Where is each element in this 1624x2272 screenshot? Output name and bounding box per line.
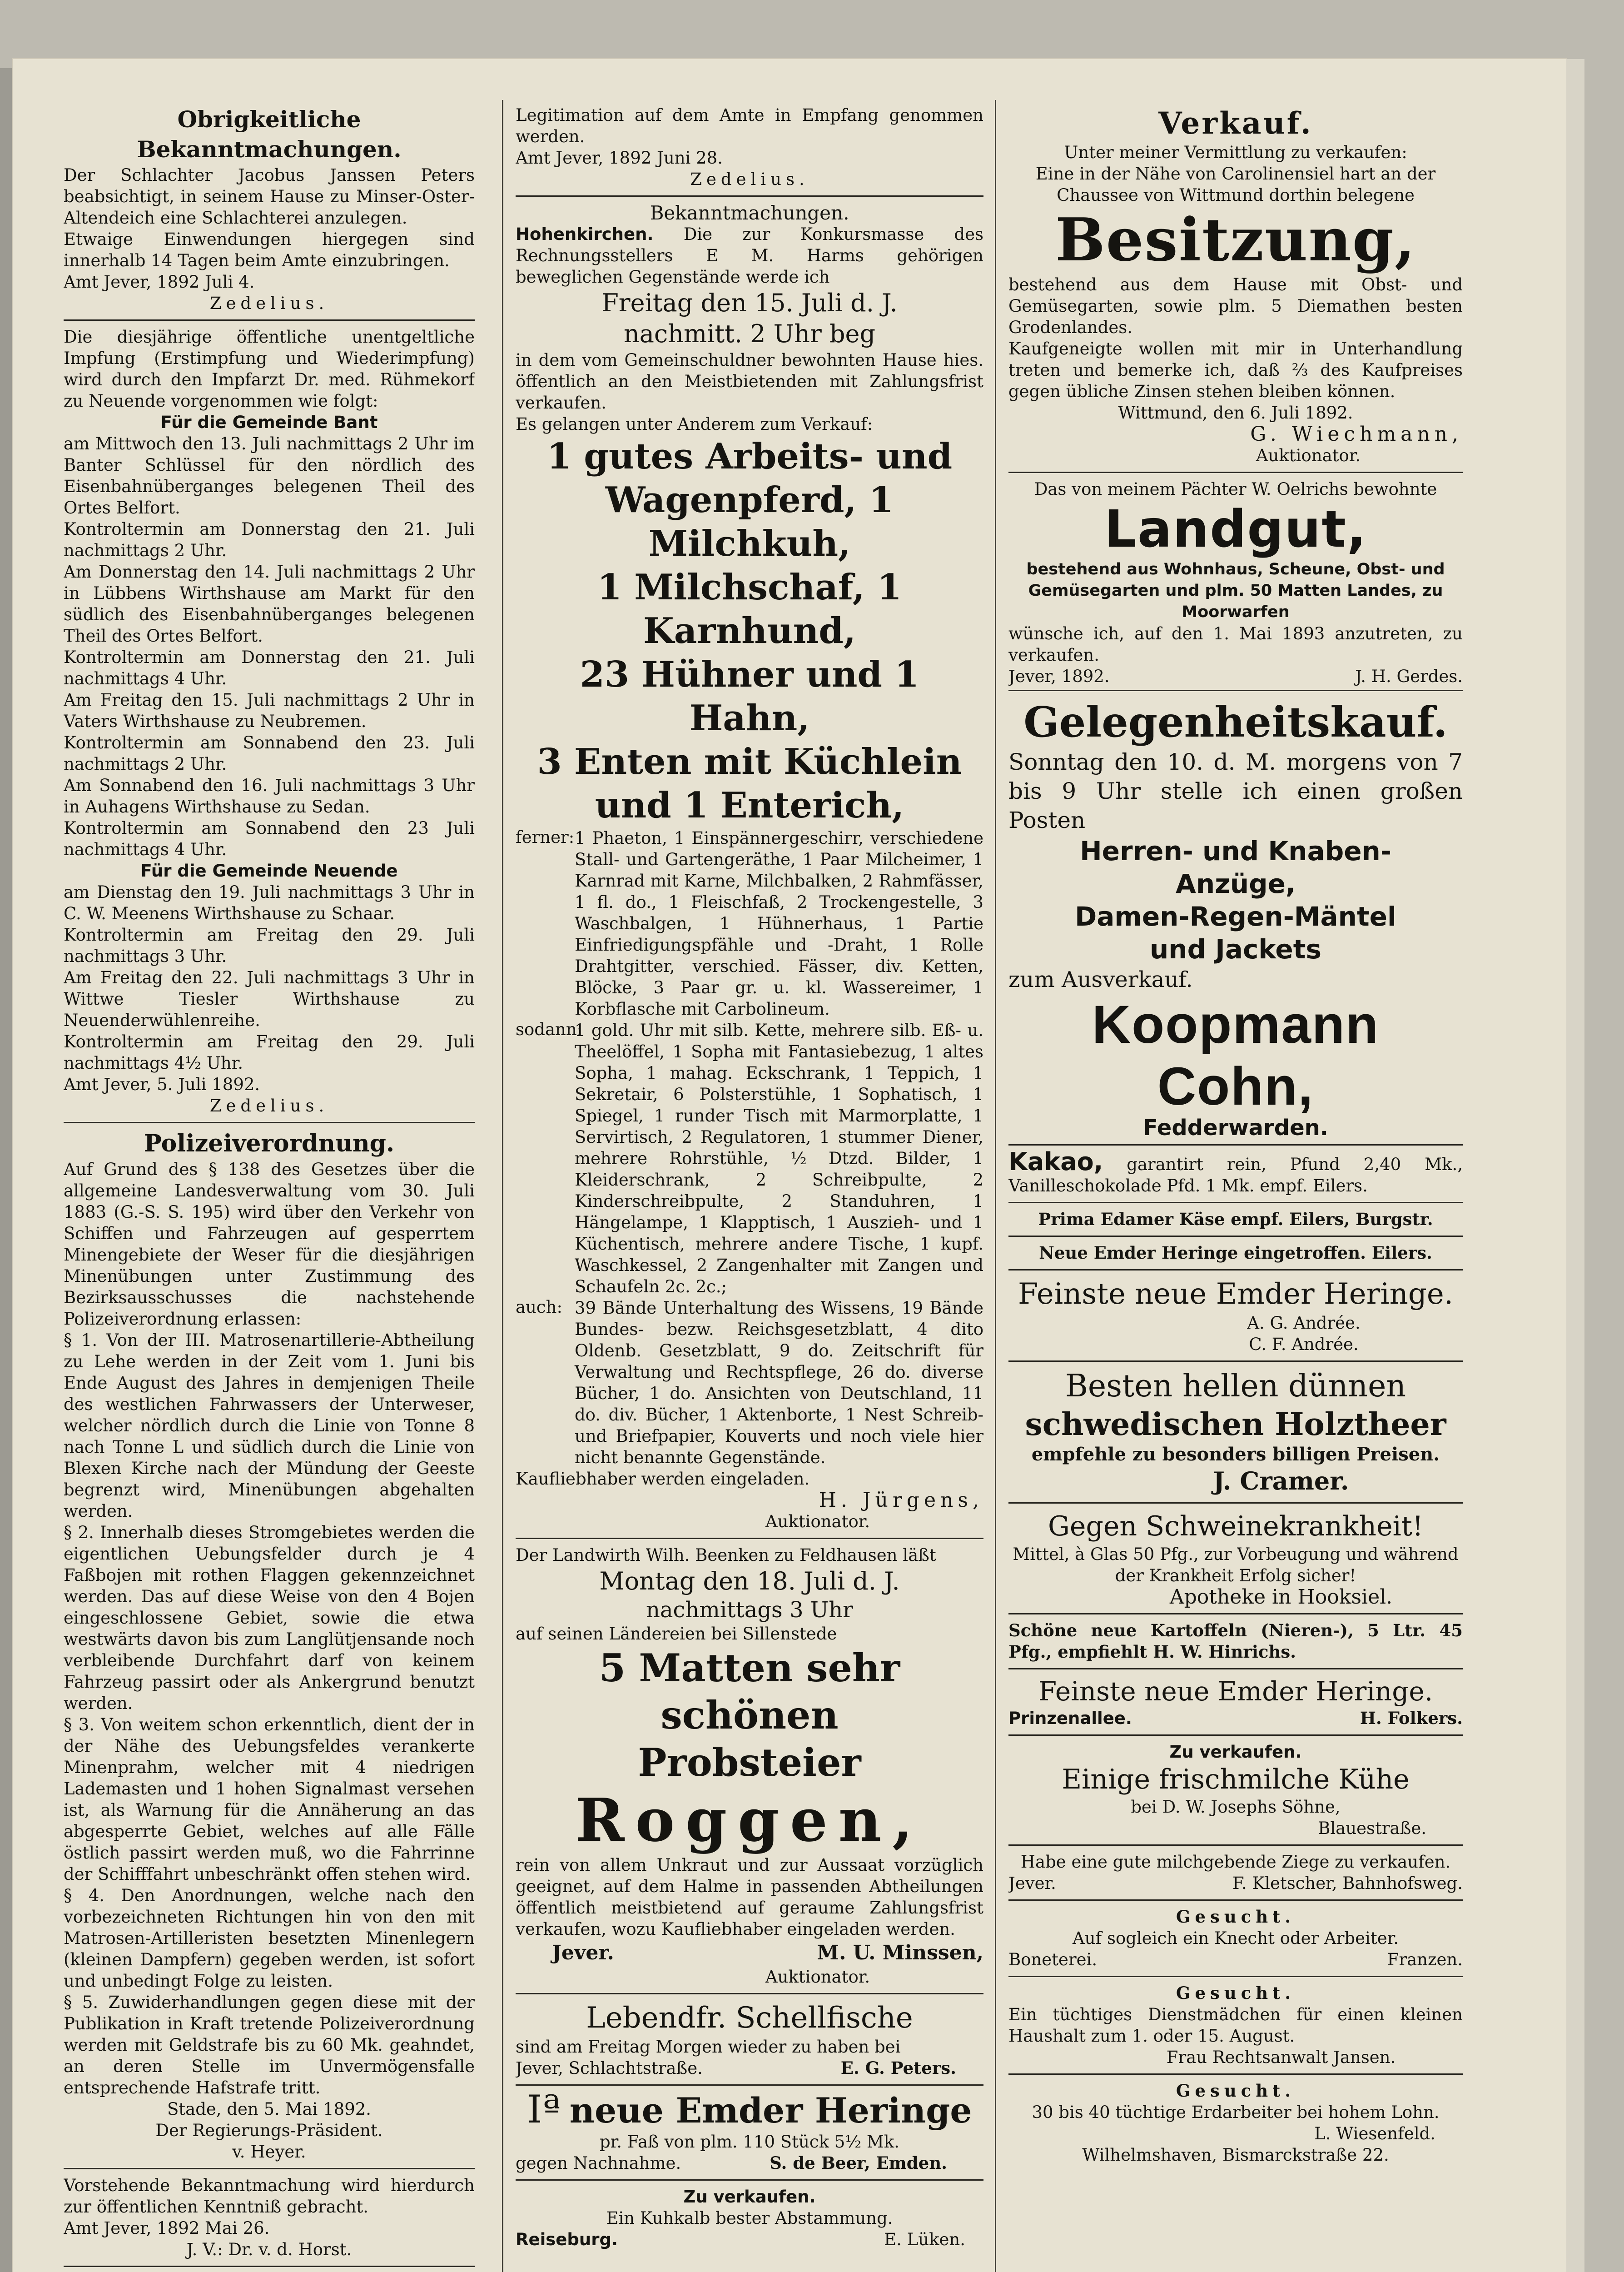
divider (1008, 2073, 1463, 2075)
ad-signature: F. Kletscher, Bahnhofsweg. (1232, 1873, 1463, 1893)
ad-signature: Frau Rechtsanwalt Jansen. (1166, 2048, 1396, 2067)
ad-signature: Franzen. (1387, 1950, 1463, 1969)
signature: H. Jürgens, (819, 1489, 983, 1512)
divider (64, 2266, 475, 2267)
signature-title: Auktionator. (765, 1512, 870, 1531)
auction-date: Freitag den 15. Juli d. J. (601, 289, 898, 317)
divider (1008, 472, 1463, 473)
divider (516, 1993, 983, 1994)
ad-text: Neue Emder Heringe eingetroffen. Eilers. (1039, 1243, 1432, 1263)
ad-place: Prinzenallee. (1008, 1709, 1132, 1728)
ad-mark: Iª (527, 2087, 561, 2132)
item-list: 1 Phaeton, 1 Einspännergeschirr, verschiedene Stall- und Gartengeräthe, 1 Paar Milcheimer, 1 Karnrad mit Karne, Milchbalken, 2 Rahmfässer, 1 fl. do., 1 Fleischfaß, 2 Trockengestelle, 3 Waschbalgen, 1 Hühnerhaus, 1 Partie Einfriedigungspfähle und -Draht, 1 Rolle Drahtgitter, verschied. Fässer, div. Ketten, Blöcke, 3 Paar gr. u. kl. Wassereimer, 1 Korbflasche mit Carbolineum. (575, 828, 983, 1019)
section-heading: Obrigkeitliche Bekanntmachungen. (137, 106, 402, 163)
ad-headline: Landgut, (1104, 500, 1367, 559)
signature: Zedelius. (209, 294, 329, 313)
page-edge-left (0, 68, 13, 2272)
ad-place: Jever, 1892. (1008, 667, 1110, 686)
ad-headline: Gegen Schweinekrankheit! (1048, 1510, 1423, 1542)
signature: v. Heyer. (232, 2142, 306, 2162)
ad-text: Ein tüchtiges Dienstmädchen für einen kleinen Haushalt zum 1. oder 15. August. (1008, 2005, 1463, 2046)
ad-text: bestehend aus Wohnhaus, Scheune, Obst- und Gemüsegarten und plm. 50 Matten Landes, zu Moorwarfen (1026, 560, 1445, 621)
ad-headline: Gesucht. (1176, 1907, 1296, 1927)
ad-text: bestehend aus dem Hause mit Obst- und Gemüsegarten, sowie plm. 5 Diemathen besten Grodenlandes. (1008, 275, 1463, 337)
ad-text: Blauestraße. (1318, 1819, 1426, 1838)
notice-text: Kaufliebhaber werden eingeladen. (516, 1469, 810, 1489)
notice-text: Etwaige Einwendungen hiergegen sind innerhalb 14 Tagen beim Amte einzubringen. (64, 229, 475, 270)
ad-headline: Anzüge, (1175, 868, 1296, 899)
headline-item: 3 Enten mit Küchlein (537, 741, 962, 782)
ad-signature: S. de Beer, Emden. (770, 2153, 947, 2173)
ad-text: Auf sogleich ein Knecht oder Arbeiter. (1073, 1928, 1399, 1948)
headline-item: Roggen, (575, 1785, 924, 1855)
headline-item: Probsteier (638, 1740, 861, 1785)
ad-place: Boneterei. (1008, 1950, 1098, 1969)
notice-text: § 4. Den Anordnungen, welche nach den vorbezeichneten Richtungen hin von den mit Matrosen-Artilleristen besetzten Minenlegern (kleinen Dampfern) gegeben werden, ist sofort und unbedingt Folge zu leisten. (64, 1886, 475, 1991)
ad-text: Sonntag den 10. d. M. morgens von 7 bis 9 Uhr stelle ich einen großen Posten (1008, 749, 1463, 833)
notice-text: Kontroltermin am Donnerstag den 21. Juli nachmittags 4 Uhr. (64, 648, 475, 688)
notice-text: Vorstehende Bekanntmachung wird hierdurch zur öffentlichen Kenntniß gebracht. (64, 2176, 475, 2217)
ad-text: Prima Edamer Käse empf. Eilers, Burgstr. (1038, 1209, 1433, 1229)
ad-text: 30 bis 40 tüchtige Erdarbeiter bei hohem Lohn. (1032, 2103, 1440, 2122)
ad-headline: Damen-Regen-Mäntel (1075, 901, 1396, 932)
notice-text: Kontroltermin am Donnerstag den 21. Juli nachmittags 2 Uhr. (64, 519, 475, 560)
notice-text: § 1. Von der III. Matrosenartillerie-Abtheilung zu Lehe werden in der Zeit vom 1. Juni bis Ende August des Jahres in demjenigen Theile des westlichen Fahrwassers der Unterweser, welcher nördlich durch die Linie von Tonne 8 nach Tonne L und südlich durch die Linie von Blexen Kirche nach der Mündung der Geeste begrenzt wird, Minenübungen abgehalten werden. (64, 1330, 475, 1521)
divider (1008, 1899, 1463, 1901)
place-name: Hohenkirchen. (516, 224, 654, 244)
ad-place: Jever, Schlachtstraße. (516, 2058, 703, 2078)
ad-signature: E. G. Peters. (840, 2058, 956, 2078)
divider (516, 2084, 983, 2086)
notice-text: Auf Grund des § 138 des Gesetzes über die allgemeine Landesverwaltung vom 30. Juli 1883 (G.-S. S. 195) wird über den Verkehr von Schiffen und Fahrzeugen auf gesperrtem Minengebiete der Weser für die diesjährigen Minenübungen unter Zustimmung des Bezirksausschusses die nachstehende Polizeiverordnung erlassen: (64, 1160, 475, 1329)
ad-text: Das von meinem Pächter W. Oelrichs bewohnte (1034, 479, 1437, 499)
section-heading: Bekanntmachungen. (650, 202, 849, 224)
divider (1008, 1202, 1463, 1203)
ad-signature: A. G. Andrée. (1247, 1313, 1361, 1333)
divider (1008, 1668, 1463, 1669)
ad-headline: Besitzung, (1055, 205, 1416, 274)
headline-item: 1 Milchschaf, 1 Karnhund, (597, 567, 902, 652)
divider (516, 195, 983, 197)
notice-date: Amt Jever, 1892 Juli 4. (64, 272, 255, 292)
ad-text: bei D. W. Josephs Söhne, (1131, 1797, 1341, 1817)
notice-text: Die zur Konkursmasse des Rechnungsstellers E M. Harms gehörigen beweglichen Gegenstände werde ich (516, 224, 983, 287)
signature: Zedelius. (690, 169, 809, 189)
headline-item: 5 Matten sehr schönen (599, 1645, 900, 1738)
notice-text: Am Donnerstag den 14. Juli nachmittags 2 Uhr in Lübbens Wirthshause am Markt für den südlich des Eisenbahnüberganges belegenen Theil des Ortes Belfort. (64, 562, 475, 646)
notice-text: Der Schlachter Jacobus Janssen Peters beabsichtigt, in seinem Hause zu Minser-Oster-Altendeich eine Schlachterei anzulegen. (64, 165, 475, 228)
ad-headline: Kakao, (1008, 1147, 1103, 1176)
ad-signature: H. Folkers. (1360, 1708, 1463, 1728)
column-divider (502, 100, 503, 2272)
ad-signature-title: Auktionator. (1256, 446, 1361, 465)
ad-signature: C. F. Andrée. (1249, 1335, 1359, 1354)
notice-date: Amt Jever, 1892 Mai 26. (64, 2218, 270, 2238)
ad-text: sind am Freitag Morgen wieder zu haben bei (516, 2037, 901, 2057)
signature: Zedelius. (209, 1096, 329, 1116)
divider (1008, 1734, 1463, 1736)
headline-item: und 1 Enterich, (595, 785, 904, 826)
ad-headline: Gesucht. (1176, 1983, 1296, 2003)
ad-headline: Gesucht. (1176, 2081, 1296, 2101)
ad-text: Eine in der Nähe von Carolinensiel hart an der Chaussee von Wittmund dorthin belegene (1035, 164, 1436, 205)
divider (1008, 1844, 1463, 1846)
column-official-notices (64, 105, 475, 2272)
notice-text: Am Freitag den 22. Juli nachmittags 3 Uhr in Wittwe Tiesler Wirthshause zu Neuenderwühlenreihe. (64, 968, 475, 1030)
notice-text: Kontroltermin am Freitag den 29. Juli nachmittags 4½ Uhr. (64, 1032, 475, 1073)
list-label: ferner: (516, 827, 575, 847)
notice-text: Kontroltermin am Sonnabend den 23 Juli nachmittags 4 Uhr. (64, 818, 475, 859)
column-auctions (516, 105, 983, 2272)
auction-time: nachmitt. 2 Uhr beg (623, 319, 876, 348)
ad-text: Habe eine gute milchgebende Ziege zu verkaufen. (1020, 1852, 1451, 1872)
divider (1008, 690, 1463, 691)
ad-text: zum Ausverkauf. (1008, 967, 1193, 992)
ad-headline: Einige frischmilche Kühe (1062, 1764, 1410, 1795)
ad-signature: L. Wiesenfeld. (1314, 2124, 1435, 2143)
headline-item: 23 Hühner und 1 Hahn, (580, 654, 919, 739)
subheading: Für die Gemeinde Bant (160, 413, 378, 432)
ad-signature: Apotheke in Hooksiel. (1169, 1585, 1393, 1609)
ad-headline: Herren- und Knaben- (1080, 836, 1391, 867)
subheading: Für die Gemeinde Neuende (140, 861, 398, 881)
ad-text: Kaufgeneigte wollen mit mir in Unterhandlung treten und bemerke ich, daß ⅔ des Kaufpreises gegen übliche Zinsen stehen bleiben können. (1008, 339, 1463, 401)
ad-text: wünsche ich, auf den 1. Mai 1893 anzutreten, zu verkaufen. (1008, 624, 1463, 665)
list-label: sodann: (516, 1020, 583, 1039)
notice-authority: Der Regierungs-Präsident. (155, 2121, 383, 2140)
notice-text: § 2. Innerhalb dieses Stromgebietes werden die eigentlichen Uebungsfelder durch je 4 Faßbojen mit rothen Flaggen gekennzeichnet werden. Das auf diese Weise von den 4 Bojen eingeschlossene Gebiet, sowie die etwa westwärts davon bis zum Langlütjensande noch verbleibende Durchfahrt darf von keinem Fahrzeug passirt oder als Ankergrund benutzt werden. (64, 1523, 475, 1713)
notice-text: Kontroltermin am Sonnabend den 23. Juli nachmittags 2 Uhr. (64, 733, 475, 774)
ad-text: Unter meiner Vermittlung zu verkaufen: (1064, 143, 1407, 162)
signature: J. V.: Dr. v. d. Horst. (186, 2240, 352, 2259)
divider (1008, 1502, 1463, 1504)
column-divider (995, 100, 996, 2272)
divider (1008, 1976, 1463, 1977)
divider (64, 2168, 475, 2169)
ad-headline: Gelegenheitskauf. (1023, 698, 1448, 747)
notice-text: Am Freitag den 15. Juli nachmittags 2 Uhr in Vaters Wirthshause zu Neubremen. (64, 690, 475, 731)
divider (1008, 1269, 1463, 1271)
ad-headline: Besten hellen dünnen (1065, 1368, 1406, 1404)
divider (516, 2179, 983, 2181)
notice-date: Stade, den 5. Mai 1892. (167, 2099, 372, 2119)
auction-time: nachmittags 3 Uhr (646, 1597, 854, 1623)
page-edge-right (1566, 59, 1584, 2272)
notice-text: § 5. Zuwiderhandlungen gegen diese mit der Publikation in Kraft tretende Polizeiverordnung werden mit Geldstrafe bis zu 60 Mk. geahndet, an deren Stelle im Unvermögensfalle entsprechende Hafstrafe tritt. (64, 1993, 475, 2098)
ad-headline: neue Emder Heringe (569, 2090, 972, 2131)
divider (1008, 1360, 1463, 1362)
notice-text: rein von allem Unkraut und zur Aussaat vorzüglich geeignet, auf dem Halme in passenden Abtheilungen öffentlich meistbietend auf geraume Zahlungsfrist verkaufen, wozu Kaufliebhaber eingeladen werden. (516, 1855, 983, 1939)
ad-place: Fedderwarden. (1142, 1115, 1329, 1141)
divider (516, 1538, 983, 1539)
headline-item: Wagenpferd, 1 Milchkuh, (605, 479, 894, 564)
notice-text: am Mittwoch den 13. Juli nachmittags 2 Uhr im Banter Schlüssel für den nördlich des Eisenbahnüberganges belegenen Theil des Ortes Belfort. (64, 434, 475, 518)
ad-text: gegen Nachnahme. (516, 2153, 681, 2173)
notice-text: Legitimation auf dem Amte in Empfang genommen werden. (516, 105, 983, 146)
ad-signature: J. Cramer. (1213, 1466, 1349, 1495)
notice-text: in dem vom Gemeinschuldner bewohnten Hause hies. öffentlich an den Meistbietenden mit Zahlungsfrist verkaufen. (516, 350, 983, 413)
ad-signature: J. H. Gerdes. (1355, 667, 1463, 686)
notice-text: Kontroltermin am Freitag den 29. Juli nachmittags 3 Uhr. (64, 925, 475, 966)
ad-headline: und Jackets (1150, 934, 1321, 965)
section-heading: Polizeiverordnung. (144, 1130, 395, 1157)
ad-headline: Lebendfr. Schellfische (586, 2001, 913, 2035)
ad-place: Reiseburg. (516, 2230, 618, 2249)
ad-signature: G. Wiechmann, (1250, 423, 1463, 446)
notice-date: Amt Jever, 1892 Juni 28. (516, 148, 723, 168)
notice-text: Am Sonnabend den 16. Juli nachmittags 3 Uhr in Auhagens Wirthshause zu Sedan. (64, 776, 475, 817)
ad-place: Wilhelmshaven, Bismarckstraße 22. (1082, 2145, 1389, 2165)
divider (1008, 1144, 1463, 1146)
signature-title: Auktionator. (765, 1967, 870, 1987)
ad-text: Ein Kuhkalb bester Abstammung. (606, 2208, 893, 2228)
notice-text: Die diesjährige öffentliche unentgeltliche Impfung (Erstimpfung und Wiederimpfung) wird durch den Impfarzt Dr. med. Rühmekorf zu Neuende vorgenommen wie folgt: (64, 327, 475, 411)
auction-date: Montag den 18. Juli d. J. (599, 1567, 900, 1595)
divider (64, 319, 475, 321)
ad-headline: Feinste neue Emder Heringe. (1038, 1676, 1433, 1707)
ad-text: empfehle zu besonders billigen Preisen. (1031, 1444, 1440, 1465)
ad-text: Schöne neue Kartoffeln (Nieren-), 5 Ltr. 45 Pfg., empfiehlt H. W. Hinrichs. (1008, 1620, 1463, 1662)
ad-headline: schwedischen Holztheer (1025, 1406, 1446, 1443)
notice-text: § 3. Von weitem schon erkenntlich, dient der in der Nähe des Uebungsfeldes verankerte Minenprahm, welcher mit 4 niedrigen Lademasten und 1 hohen Signalmast versehen ist, als Warnung für die Annäherung an das abgesperrte Gebiet, welches auf alle Fälle östlich passirt werden muß, wo die Fahrrinne der Schifffahrt unbeschränkt offen stehen wird. (64, 1715, 475, 1884)
ad-text: pr. Faß von plm. 110 Stück 5½ Mk. (600, 2132, 899, 2152)
notice-text: auf seinen Ländereien bei Sillenstede (516, 1624, 837, 1644)
ad-text: Mittel, à Glas 50 Pfg., zur Vorbeugung und während der Krankheit Erfolg sicher! (1013, 1545, 1459, 1585)
ad-headline: Verkauf. (1158, 105, 1313, 141)
divider (64, 1122, 475, 1123)
ad-headline: Koopmann Cohn, (1092, 995, 1380, 1116)
ad-signature: E. Lüken. (884, 2230, 965, 2249)
notice-text: Es gelangen unter Anderem zum Verkauf: (516, 414, 873, 434)
column-advertisements (1008, 105, 1463, 2272)
headline-item: 1 gutes Arbeits- und (546, 436, 953, 477)
notice-date: Amt Jever, 5. Juli 1892. (64, 1075, 260, 1094)
notice-text: am Dienstag den 19. Juli nachmittags 3 Uhr in C. W. Meenens Wirthshause zu Schaar. (64, 882, 475, 923)
place-name: Jever. (552, 1941, 614, 1964)
ad-headline: Zu verkaufen. (1169, 1742, 1302, 1762)
divider (1008, 1613, 1463, 1614)
list-label: auch: (516, 1297, 562, 1317)
item-list: 1 gold. Uhr mit silb. Kette, mehrere silb. Eß- u. Theelöffel, 1 Sopha mit Fantasiebezug, 1 altes Sopha, 1 mahag. Eckschrank, 1 Teppich, 1 Sekretair, 6 Polsterstühle, 1 Sophatisch, 1 Spiegel, 1 runder Tisch mit Marmorplatte, 1 Servirtisch, 2 Regulatoren, 1 stummer Diener, mehrere Rohrstühle, ½ Dtzd. Bilder, 1 Kleiderschrank, 2 Schreibpulte, 2 Kinderschreibpulte, 2 Standuhren, 1 Hängelampe, 1 Klapptisch, 1 Auszieh- und 1 Küchentisch, mehrere andere Tische, 1 kupf. Waschkessel, 2 Zangenhalter mit Zangen und Schaufeln 2c. 2c.; (575, 1021, 983, 1296)
item-list: 39 Bände Unterhaltung des Wissens, 19 Bände Bundes- bezw. Reichsgesetzblatt, 4 dito Oldenb. Gesetzblatt, 9 do. Zeitschrift für Verwaltung und Rechtspflege, 26 do. diverse Bücher, 1 do. Ansichten von Deutschland, 11 do. div. Bücher, 1 Aktenborte, 1 Nest Schreib- und Briefpapier, Kouverts und noch viele hier nicht benannte Gegenstände. (575, 1298, 983, 1467)
divider (1008, 1236, 1463, 1237)
ad-place: Jever. (1008, 1873, 1056, 1893)
signature: M. U. Minssen, (817, 1941, 983, 1964)
ad-text: garantirt rein, Pfund 2,40 Mk., Vanilleschokolade Pfd. 1 Mk. empf. Eilers. (1008, 1155, 1463, 1196)
ad-headline: Zu verkaufen. (683, 2187, 816, 2207)
ad-date: Wittmund, den 6. Juli 1892. (1118, 403, 1353, 423)
notice-text: Der Landwirth Wilh. Beenken zu Feldhausen läßt (516, 1545, 936, 1565)
ad-headline: Feinste neue Emder Heringe. (1018, 1277, 1454, 1311)
